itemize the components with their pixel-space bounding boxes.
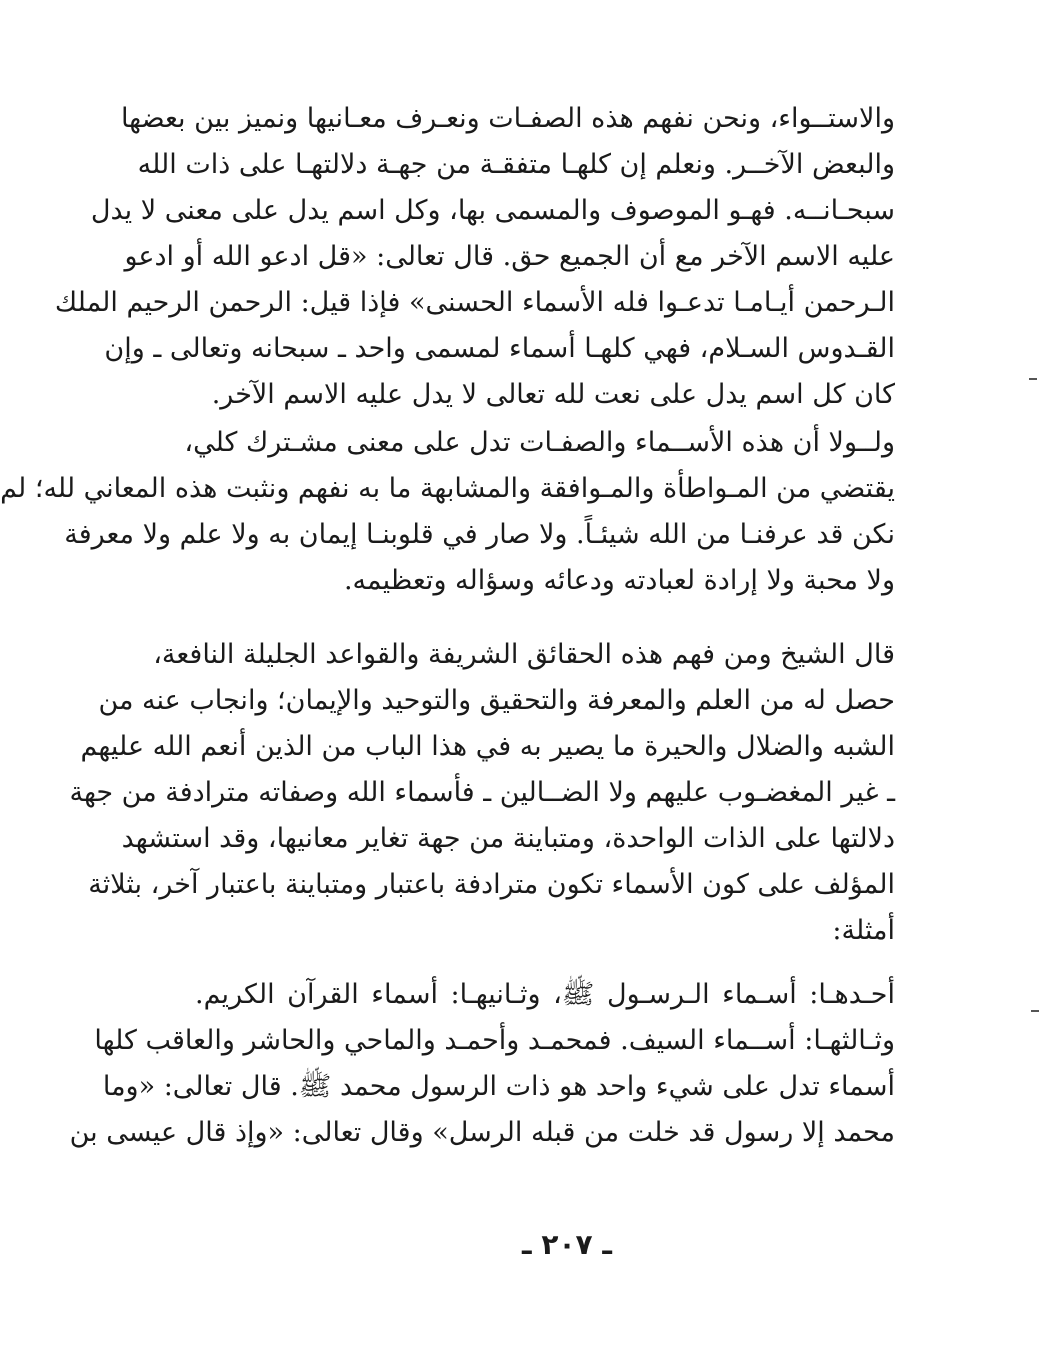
paragraph-2 xyxy=(0,420,895,604)
text-line: ولا محبة ولا إرادة لعبادته ودعائه وسؤاله وتعظيمه. xyxy=(343,565,895,596)
scan-mark xyxy=(1029,378,1037,380)
page-number: ـ ٢٠٧ ـ xyxy=(522,1228,612,1261)
text-line: حصل له من العلم والمعرفة والتحقيق والتوحيد والإيمان؛ وانجاب عنه من xyxy=(98,685,895,716)
paragraph-3 xyxy=(69,632,895,954)
text-line: أسماء تدل على شيء واحد هو ذات الرسول محمد ﷺ. قال تعالى: «وما xyxy=(102,1071,895,1102)
text-line: يقتضي من المـواطأة والمـوافقة والمشابهة ما به نفهم ونثبت هذه المعاني لله؛ لم xyxy=(0,473,895,504)
text-line: وثـالثهـا: أســماء السيف. فمحمـد وأحمـد والماحي والحاشر والعاقب كلها xyxy=(94,1025,895,1056)
text-line: أحـدهـا: أسـماء الـرسـول ﷺ، وثـانيهـا: أسماء القرآن الكريم. xyxy=(195,979,895,1010)
text-line: سبحـانــه. فهـو الموصوف والمسمى بها، وكل اسم يدل على معنى لا يدل xyxy=(90,195,895,226)
text-line: القـدوس السـلام، فهي كلهـا أسماء لمسمى واحد ـ سبحانه وتعالى ـ وإن xyxy=(104,333,895,364)
text-line: كان كل اسم يدل على نعت لله تعالى لا يدل عليه الاسم الآخر. xyxy=(211,379,895,410)
text-line: محمد إلا رسول قد خلت من قبله الرسل» وقال تعالى: «وإذ قال عيسى بن xyxy=(69,1117,895,1148)
text-line: ولــولا أن هذه الأســماء والصفـات تدل على معنى مشـترك كلي، xyxy=(184,427,895,458)
text-line: أمثلة: xyxy=(832,915,895,946)
text-line: عليه الاسم الآخر مع أن الجميع حق. قال تعالى: «قل ادعو الله أو ادعو xyxy=(124,241,895,272)
paragraph-4 xyxy=(69,972,895,1156)
text-line: الشبه والضلال والحيرة ما يصير به في هذا الباب من الذين أنعم الله عليهم xyxy=(80,731,895,762)
text-line: ـ غير المغضـوب عليهم ولا الضــالين ـ فأسماء الله وصفاته مترادفة من جهة xyxy=(69,777,895,808)
text-line: دلالتها على الذات الواحدة، ومتباينة من جهة تغاير معانيها، وقد استشهد xyxy=(121,823,895,854)
text-line: نكن قد عرفنـا من الله شيئـاً. ولا صار في قلوبنـا إيمان به ولا علم ولا معرفة xyxy=(64,519,895,550)
scan-mark xyxy=(1031,1010,1039,1012)
text-line: قال الشيخ ومن فهم هذه الحقائق الشريفة والقواعد الجليلة النافعة، xyxy=(153,639,895,670)
text-line: الـرحمن أيـامـا تدعـوا فله الأسماء الحسنى» فإذا قيل: الرحمن الرحيم الملك xyxy=(54,287,895,318)
text-line: والاستــواء، ونحن نفهم هذه الصفـات ونعـرف معـانيها ونميز بين بعضها xyxy=(120,103,895,134)
text-line: المؤلف على كون الأسماء تكون مترادفة باعتبار ومتباينة باعتبار آخر، بثلاثة xyxy=(88,869,895,900)
text-line: والبعض الآخــر. ونعلم إن كلهـا متفقـة من جهـة دلالتهـا على ذات الله xyxy=(137,149,895,180)
paragraph-1 xyxy=(54,96,895,418)
